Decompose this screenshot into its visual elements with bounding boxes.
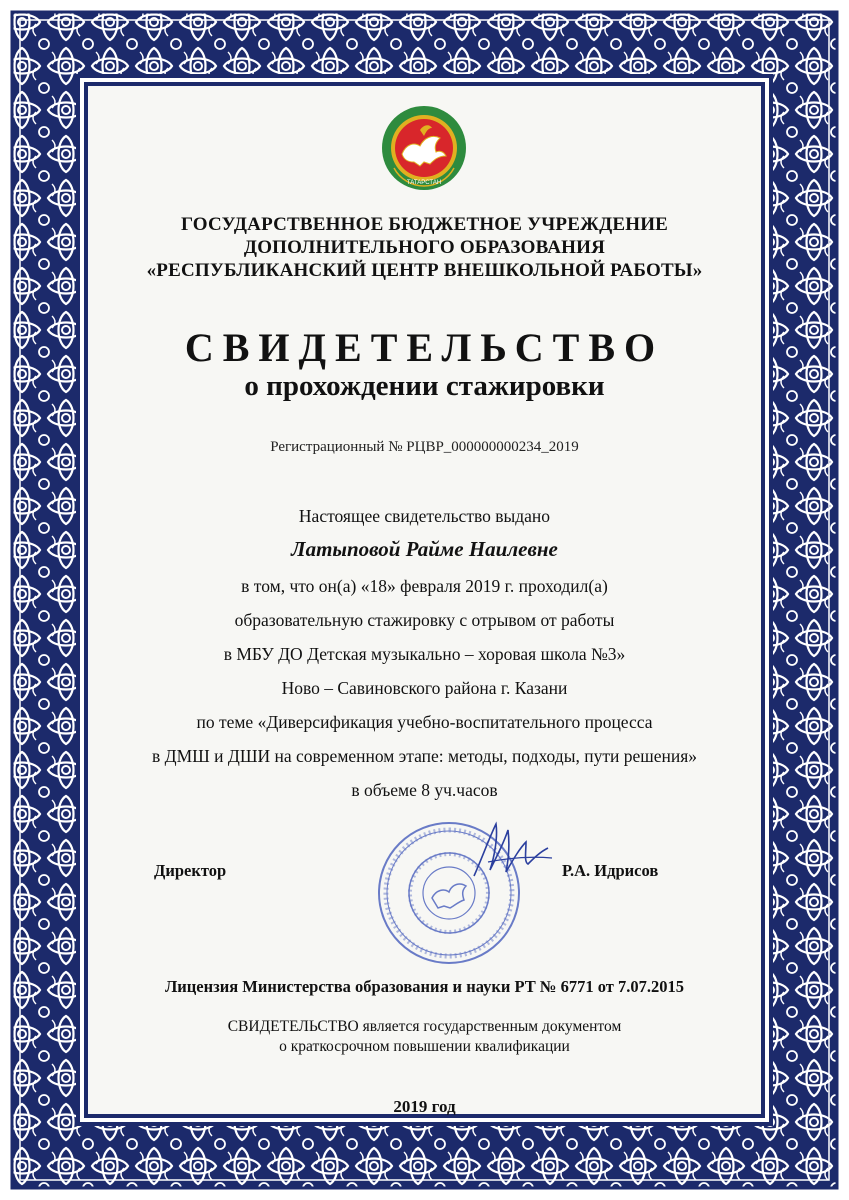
body-line-4: Ново – Савиновского района г. Казани: [281, 678, 568, 698]
recipient-name: Латыповой Райме Наилевне: [291, 537, 558, 561]
body-line-2: образовательную стажировку с отрывом от работы: [234, 610, 615, 630]
body-line-5: по теме «Диверсификация учебно-воспитательного процесса: [196, 712, 653, 732]
coat-of-arms-logo: [380, 104, 468, 192]
org-header-line-2: ДОПОЛНИТЕЛЬНОГО ОБРАЗОВАНИЯ: [243, 237, 606, 258]
document-subtitle: о прохождении стажировки: [244, 370, 605, 402]
body-line-3: в МБУ ДО Детская музыкально – хоровая школа №3»: [223, 644, 626, 664]
svg-text:ТАТАРСТАН: ТАТАРСТАН: [406, 180, 442, 186]
registration-number: Регистрационный № РЦВР_000000000234_2019: [270, 439, 579, 455]
document-title: СВИДЕТЕЛЬСТВО: [184, 325, 665, 370]
body-line-6: в ДМШ и ДШИ на современном этапе: методы, подходы, пути решения»: [152, 746, 697, 766]
issue-year: 2019 год: [393, 1097, 456, 1116]
director-name: Р.А. Идрисов: [562, 861, 659, 880]
footer-line-1: СВИДЕТЕЛЬСТВО является государственным документом: [227, 1018, 622, 1035]
body-line-7: в объеме 8 уч.часов: [351, 780, 498, 800]
footer-line-2: о краткосрочном повышении квалификации: [279, 1038, 570, 1055]
org-header-line-3: «РЕСПУБЛИКАНСКИЙ ЦЕНТР ВНЕШКОЛЬНОЙ РАБОТЫ»: [146, 260, 703, 281]
director-label: Директор: [154, 861, 227, 880]
org-header-line-1: ГОСУДАРСТВЕННОЕ БЮДЖЕТНОЕ УЧРЕЖДЕНИЕ: [180, 214, 669, 235]
license-text: Лицензия Министерства образования и науки РТ № 6771 от 7.07.2015: [164, 977, 685, 996]
issued-to-text: Настоящее свидетельство выдано: [298, 506, 551, 526]
body-line-1: в том, что он(а) «18» февраля 2019 г. проходил(а): [241, 576, 608, 596]
director-signature: [468, 818, 558, 882]
